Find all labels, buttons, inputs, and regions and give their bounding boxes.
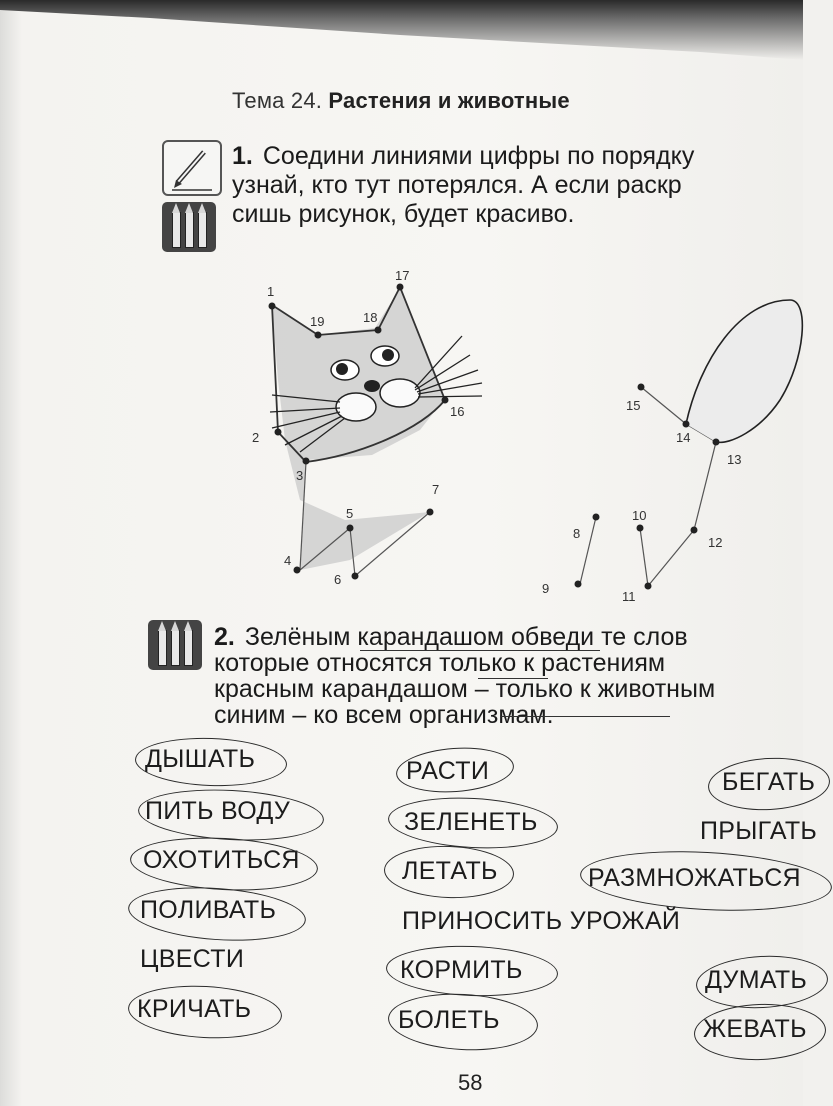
dot-number: 3 (296, 468, 304, 483)
dot-number: 19 (310, 314, 325, 329)
task1-line: узнай, кто тут потерялся. А если раскр (232, 171, 682, 199)
word-item[interactable]: РАСТИ (406, 757, 490, 785)
pencil-underline (360, 650, 600, 651)
task2-line: синим – ко всем организмам. (214, 701, 554, 729)
dot-number: 9 (542, 581, 550, 596)
word-item[interactable]: ЗЕЛЕНЕТЬ (404, 808, 538, 836)
task1-number: 1. (232, 142, 253, 170)
word-item[interactable]: ПРИНОСИТЬ УРОЖАЙ (402, 907, 681, 935)
word-item[interactable]: ЖЕВАТЬ (703, 1015, 807, 1043)
colored-pencils-icon (148, 620, 202, 670)
dot-number: 17 (395, 268, 410, 283)
dot-number: 15 (626, 398, 641, 413)
word-item[interactable]: ПИТЬ ВОДУ (145, 797, 291, 825)
cat-shading (272, 288, 445, 570)
dot-number: 11 (622, 589, 636, 604)
rabbit-ear (686, 300, 802, 442)
page-number: 58 (458, 1070, 483, 1095)
task1-line: Соедини линиями цифры по порядку (262, 142, 695, 170)
task2-text (214, 624, 715, 728)
dot-number: 1 (267, 284, 275, 299)
pencil-underline (478, 678, 548, 679)
topic-title: Растения и животные (328, 88, 570, 113)
dot-number: 18 (363, 310, 378, 325)
dot-number: 12 (708, 535, 723, 550)
word-item[interactable]: ПРЫГАТЬ (700, 817, 818, 845)
cat-nose (364, 380, 380, 392)
word-item[interactable]: ПОЛИВАТЬ (140, 896, 277, 924)
word-item[interactable]: РАЗМНОЖАТЬСЯ (588, 864, 801, 892)
task2-line: которые относятся только к растениям (214, 649, 666, 677)
dot-number: 2 (252, 430, 260, 445)
word-item[interactable]: ОХОТИТЬСЯ (143, 846, 300, 874)
dot-number: 16 (450, 404, 465, 419)
task2-number: 2. (214, 623, 235, 651)
task2-line: Зелёным карандашом обведи те слов (244, 623, 688, 651)
dot-number: 4 (284, 553, 292, 568)
dot-number: 10 (632, 508, 647, 523)
word-item[interactable]: БЕГАТЬ (722, 768, 816, 796)
task1-line: сишь рисунок, будет красиво. (232, 200, 575, 228)
word-item[interactable]: ЦВЕСТИ (140, 945, 245, 973)
cat-cheek (336, 393, 376, 421)
dot-number: 5 (346, 506, 354, 521)
word-item[interactable]: БОЛЕТЬ (398, 1006, 500, 1034)
word-item[interactable]: КОРМИТЬ (400, 956, 523, 984)
dot-number: 13 (727, 452, 742, 467)
dot-number: 7 (432, 482, 440, 497)
topic-label: Тема 24. (232, 88, 323, 113)
pencil-underline (500, 716, 670, 717)
dot-number: 14 (676, 430, 691, 445)
cat-cheek (380, 379, 420, 407)
word-item[interactable]: ДУМАТЬ (705, 966, 808, 994)
word-item[interactable]: ЛЕТАТЬ (402, 857, 498, 885)
task2-line: красным карандашом – только к животным (214, 675, 716, 703)
word-item[interactable]: КРИЧАТЬ (137, 995, 252, 1023)
dot-number: 8 (573, 526, 581, 541)
word-item[interactable]: ДЫШАТЬ (145, 745, 256, 773)
dot-number: 6 (334, 572, 342, 587)
